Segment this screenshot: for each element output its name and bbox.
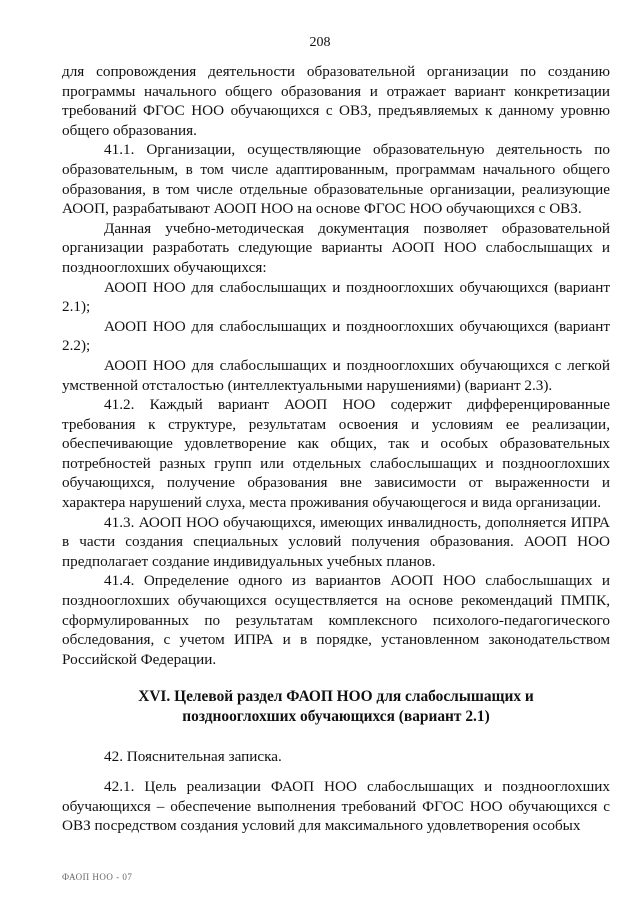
paragraph-variant-2-1: АООП НОО для слабослышащих и позднооглохших обучающихся (вариант 2.1); [62,278,610,316]
footer-code: ФАОП НОО - 07 [62,872,133,882]
document-body [62,62,610,836]
page-number: 208 [309,35,331,50]
paragraph-42-1: 42.1. Цель реализации ФАОП НОО слабослышащих и позднооглохших обучающихся – обеспечение выполнения требований ФГОС НОО обучающихся с ОВЗ посредством создания условий для максимального удовлетворения особых [62,778,610,835]
paragraph-42: 42. Пояснительная записка. [104,748,282,766]
paragraph-variants-intro: Данная учебно-методическая документация позволяет образовательной организации разработать следующие варианты АООП НОО слабослышащих и позднооглохших обучающихся: [62,219,610,276]
paragraph-continuation: для сопровождения деятельности образовательной организации по созданию программы начального общего образования и отражает вариант конкретизации требований ФГОС НОО обучающихся с ОВЗ, предъявляемых к данному уровню общего образования. [62,63,610,139]
paragraph-variant-2-3: АООП НОО для слабослышащих и позднооглохших обучающихся с легкой умственной отсталостью (интеллектуальными нарушениями) (вариант 2.3). [62,356,610,394]
paragraph-41-1: 41.1. Организации, осуществляющие образовательную деятельность по образовательным, в том числе адаптированным, программам начального общего образования, в том числе отдельные образовательные организации, реализующие АООП, разрабатывают АООП НОО на основе ФГОС НОО обучающихся с ОВЗ. [62,141,610,218]
paragraph-variant-2-2: АООП НОО для слабослышащих и позднооглохших обучающихся (вариант 2.2); [62,317,610,355]
paragraph-41-3: 41.3. АООП НОО обучающихся, имеющих инвалидность, дополняется ИПРА в части создания специальных условий получения образования. АООП НОО предполагает создание индивидуальных учебных планов. [62,513,610,570]
paragraph-41-2: 41.2. Каждый вариант АООП НОО содержит дифференцированные требования к структуре, результатам освоения и условиям ее реализации, обеспечивающие удовлетворение как общих, так и особых образовательных потребностей разных групп или отдельных слабослышащих и позднооглохших обучающихся, получение образования вне зависимости от выраженности и характера нарушений слуха, места проживания обучающегося и вида организации. [62,396,610,512]
paragraph-41-4: 41.4. Определение одного из вариантов АООП НОО слабослышащих и позднооглохших обучающихся осуществляется на основе рекомендаций ПМПК, сформулированных по результатам комплексного психолого-педагогического обследования, с учетом ИПРА и в порядке, установленном законодательством Российской Федерации. [62,572,610,668]
section-heading: XVI. Целевой раздел ФАОП НОО для слабослышащих и позднооглохших обучающихся (вариант 2.1) [138,688,534,726]
